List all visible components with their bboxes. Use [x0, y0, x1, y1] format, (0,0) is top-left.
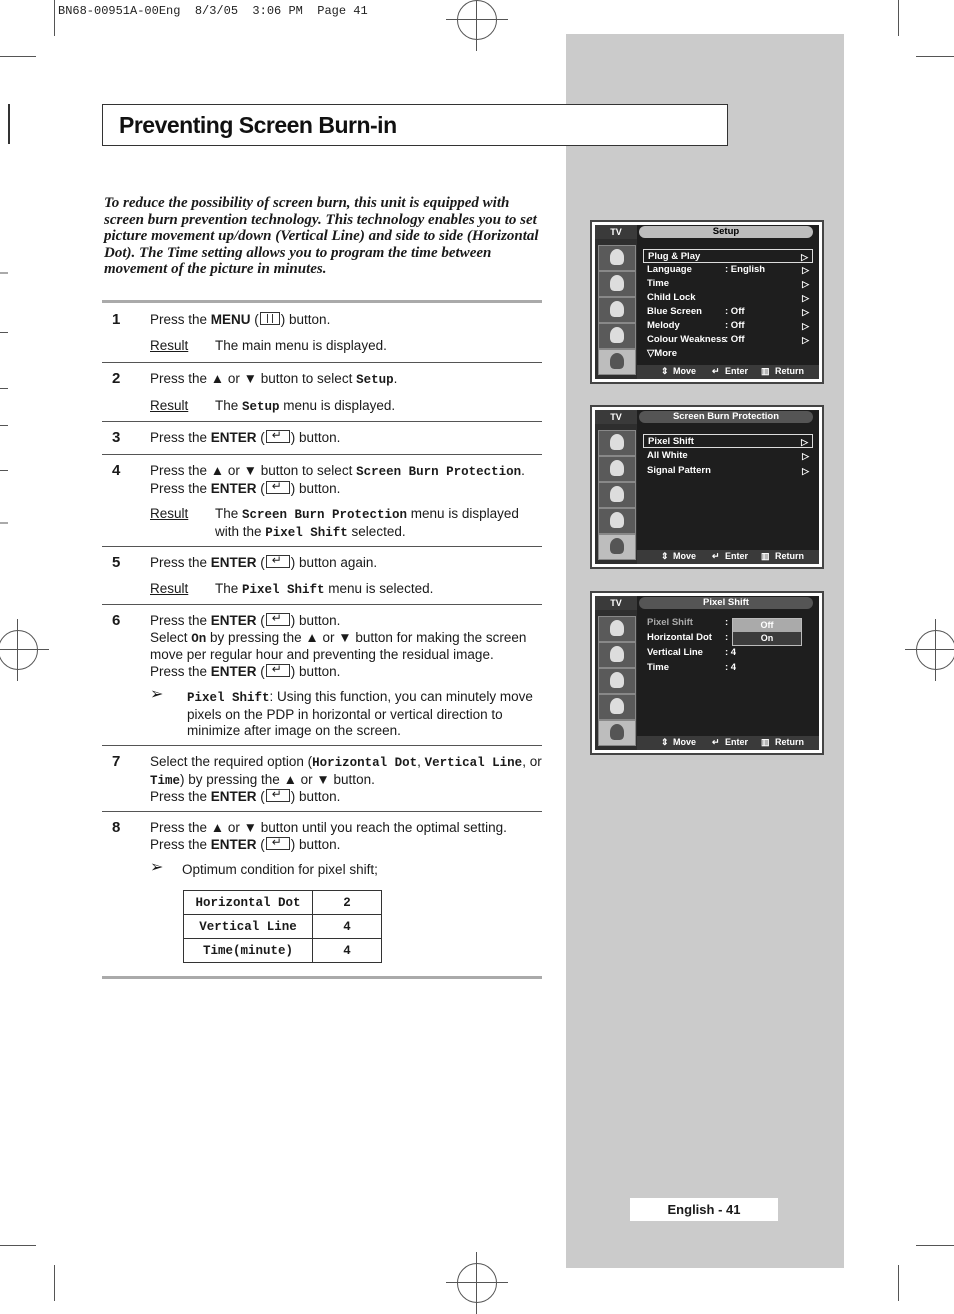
page-title: Preventing Screen Burn-in [119, 112, 397, 138]
osd-menu-list [643, 434, 813, 478]
side-tick [0, 332, 8, 333]
osd-setup-menu [590, 220, 824, 384]
divider [102, 421, 542, 422]
step-text: Press the [150, 312, 211, 327]
menu-name: Setup [242, 399, 280, 414]
step-text: Press the [150, 430, 211, 445]
triangle-right-icon: ▷ [802, 321, 809, 331]
registration-mark [916, 630, 954, 670]
key-name: ENTER [210, 789, 257, 804]
enter-button-icon [266, 837, 290, 850]
step-number: 7 [112, 753, 121, 770]
return-icon: ▥ [761, 737, 770, 747]
enter-icon: ↵ [712, 366, 720, 376]
enter-button-icon [266, 481, 290, 494]
table-row [184, 915, 382, 939]
picture-icon [598, 642, 636, 668]
step-text: ) by pressing the ▲ or ▼ button. [180, 771, 375, 787]
osd-tv-label: TV [595, 410, 637, 424]
osd-nav-bar [637, 365, 819, 379]
result-label: Result [150, 506, 189, 521]
optimum-settings-table [183, 890, 382, 963]
menu-item[interactable]: Time ▷ [647, 278, 809, 289]
step-text: Press the ▲ or ▼ button to select [150, 463, 357, 478]
step-text: Press the [150, 480, 211, 496]
osd-icon-column [595, 424, 637, 564]
triangle-right-icon: ▷ [802, 466, 809, 476]
step-text: Press the [150, 663, 211, 679]
menu-item[interactable]: Time : 4 [647, 662, 737, 673]
step-number: 1 [112, 311, 121, 328]
crop-mark [0, 1245, 36, 1246]
result-text: menu is displayed. [279, 397, 396, 413]
enter-icon: ↵ [712, 551, 720, 561]
osd-nav-bar [637, 736, 819, 750]
key-name: ENTER [210, 430, 257, 445]
side-tick [0, 522, 8, 524]
step-text: button. [295, 663, 341, 679]
registration-mark [457, 1263, 497, 1303]
step-number: 5 [112, 554, 121, 571]
key-name: ENTER [210, 836, 257, 852]
nav-return: Return [775, 737, 804, 747]
divider-top [102, 300, 542, 303]
triangle-right-icon: ▷ [802, 265, 809, 275]
menu-item[interactable]: Language : English ▷ [647, 264, 809, 275]
triangle-right-icon: ▷ [802, 293, 809, 303]
step-text: . [521, 463, 525, 478]
side-tick [0, 425, 8, 426]
triangle-right-icon: ▷ [802, 307, 809, 317]
nav-move: Move [673, 737, 697, 747]
sound-icon [598, 668, 636, 694]
on-off-dropdown[interactable] [732, 618, 802, 646]
step-text: Press the ▲ or ▼ button until you reach the optimal setting. [150, 820, 507, 835]
osd-title: Pixel Shift [639, 597, 813, 609]
result-text: The [215, 580, 243, 596]
title-side-bar [0, 104, 10, 144]
sound-icon [598, 482, 636, 508]
input-icon [598, 245, 636, 271]
key-name: ENTER [210, 555, 257, 570]
step-text: by pressing the ▲ or ▼ button for making the screen move per regular hour and preventing the residual image. [150, 629, 527, 662]
result-text: The [215, 397, 243, 413]
move-icon: ⇕ [661, 366, 669, 376]
table-cell: 4 [313, 939, 382, 963]
menu-item[interactable]: Horizontal Dot : [647, 632, 729, 643]
note-arrow-icon: ➢ [150, 686, 164, 703]
result-text: menu is selected. [324, 580, 434, 596]
menu-name: Screen Burn Protection [356, 465, 522, 479]
picture-icon [598, 456, 636, 482]
osd-pixel-shift-menu [590, 591, 824, 755]
menu-item[interactable]: All White ▷ [647, 450, 809, 461]
channel-icon [598, 323, 636, 349]
divider [102, 362, 542, 363]
result-label: Result [150, 397, 189, 413]
osd-tv-label: TV [595, 225, 637, 239]
step-text: button. [295, 836, 341, 852]
step-text: , [417, 754, 425, 769]
side-tick [0, 272, 8, 274]
osd-icon-column [595, 610, 637, 750]
step-number: 4 [112, 462, 121, 479]
nav-enter: Enter [725, 737, 749, 747]
step-text: Press the ▲ or ▼ button to select [150, 371, 357, 386]
key-name: ENTER [210, 613, 257, 628]
step-text: Press the [150, 836, 211, 852]
divider-bottom [102, 976, 542, 979]
registration-mark [0, 630, 38, 670]
enter-button-icon [266, 430, 290, 443]
triangle-right-icon: ▷ [801, 437, 808, 447]
osd-nav-bar [637, 550, 819, 564]
osd-title: Setup [639, 226, 813, 238]
step-text: button again. [295, 555, 378, 570]
note-text: Optimum condition for pixel shift; [182, 862, 378, 877]
triangle-right-icon: ▷ [802, 451, 809, 461]
option-name: On [191, 631, 207, 646]
menu-item[interactable]: Vertical Line : 4 [647, 647, 737, 658]
table-cell: Vertical Line [184, 915, 313, 939]
step-text: . [393, 371, 398, 386]
menu-item[interactable]: Blue Screen : Off ▷ [647, 306, 809, 317]
option-name: Horizontal Dot [312, 756, 418, 770]
menu-name: Screen Burn Protection [242, 508, 408, 522]
table-row [184, 891, 382, 915]
step-text: button. [295, 430, 341, 445]
setup-icon [598, 720, 636, 746]
table-row [184, 939, 382, 963]
setup-icon [598, 534, 636, 560]
step-text: button. [295, 789, 341, 804]
triangle-right-icon: ▷ [801, 252, 808, 262]
osd-tv-label: TV [595, 596, 637, 610]
triangle-right-icon: ▷ [802, 335, 809, 345]
osd-icon-column [595, 239, 637, 379]
enter-button-icon [266, 789, 290, 802]
table-cell: 2 [313, 891, 382, 915]
result-text: The main menu is displayed. [215, 337, 387, 353]
crop-mark [54, 1265, 55, 1301]
menu-item[interactable]: Colour Weakness : Off ▷ [647, 334, 809, 345]
divider [102, 604, 542, 605]
menu-item[interactable]: Pixel Shift ▷ [643, 434, 813, 448]
step-number: 8 [112, 819, 121, 836]
crop-mark [916, 56, 954, 57]
nav-return: Return [775, 366, 804, 376]
divider [102, 745, 542, 746]
menu-item[interactable]: Melody : Off ▷ [647, 320, 809, 331]
nav-enter: Enter [725, 366, 749, 376]
sound-icon [598, 297, 636, 323]
title-box [102, 104, 728, 146]
crop-mark [898, 1265, 899, 1301]
note-arrow-icon: ➢ [150, 859, 164, 876]
table-cell: 4 [313, 915, 382, 939]
crop-mark [898, 0, 899, 36]
table-cell: Time(minute) [184, 939, 313, 963]
move-icon: ⇕ [661, 551, 669, 561]
triangle-right-icon: ▷ [802, 279, 809, 289]
side-tick [0, 470, 8, 471]
key-name: MENU [210, 312, 251, 327]
menu-name: Setup [356, 373, 394, 387]
menu-item[interactable]: Pixel Shift : [647, 617, 729, 628]
page-number: English - 41 [630, 1198, 778, 1221]
registration-mark [457, 0, 497, 40]
side-tick [0, 388, 8, 389]
input-icon [598, 616, 636, 642]
result-text: menu is displayed with the [215, 506, 519, 539]
menu-name: Pixel Shift [187, 691, 270, 705]
step-text: button. [295, 613, 341, 628]
option-name: Time [150, 773, 181, 788]
intro-paragraph: To reduce the possibility of screen burn, this unit is equipped with screen burn prevention technology. This technology enables you to set picture movement up/down (Vertical Line) and side to side (Horizontal Dot). The Time setting allows you to program the time between movement of the picture in minutes. [104, 195, 539, 277]
dropdown-option[interactable]: Off [733, 619, 801, 632]
result-text: selected. [347, 523, 406, 539]
nav-move: Move [673, 366, 697, 376]
print-header: BN68-00951A-00Eng 8/3/05 3:06 PM Page 41 [58, 4, 368, 18]
result-text: The [215, 506, 243, 521]
nav-move: Move [673, 551, 697, 561]
enter-button-icon [266, 613, 290, 626]
menu-item[interactable]: Signal Pattern ▷ [647, 465, 809, 476]
divider [102, 546, 542, 547]
crop-mark [916, 1245, 954, 1246]
menu-button-icon [260, 312, 280, 325]
channel-icon [598, 508, 636, 534]
step-text: button. [285, 312, 331, 327]
step-text: , or [522, 754, 542, 769]
step-text: Press the [150, 555, 211, 570]
move-icon: ⇕ [661, 737, 669, 747]
note-text: : Using this function, you can minutely move pixels on the PDP in horizontal or vertical direction to minimize after image on the screen. [187, 689, 533, 738]
step-text: Select the required option ( [150, 754, 313, 769]
osd-screen-burn-menu [590, 405, 824, 569]
menu-item[interactable]: Plug & Play ▷ [643, 249, 813, 263]
crop-mark [54, 0, 55, 36]
return-icon: ▥ [761, 366, 770, 376]
step-text: Press the [150, 789, 211, 804]
nav-return: Return [775, 551, 804, 561]
divider [102, 454, 542, 455]
menu-item[interactable]: Child Lock ▷ [647, 292, 809, 303]
step-text: Press the [150, 613, 211, 628]
step-text: button. [295, 480, 341, 496]
step-text: Select [150, 629, 192, 645]
table-cell: Horizontal Dot [184, 891, 313, 915]
key-name: ENTER [210, 480, 257, 496]
enter-button-icon [266, 555, 290, 568]
key-name: ENTER [210, 663, 257, 679]
crop-mark [0, 56, 36, 57]
input-icon [598, 430, 636, 456]
menu-name: Pixel Shift [242, 582, 325, 597]
setup-icon [598, 349, 636, 375]
nav-enter: Enter [725, 551, 749, 561]
dropdown-option[interactable]: On [760, 633, 774, 643]
result-label: Result [150, 337, 189, 353]
step-number: 3 [112, 429, 121, 446]
return-icon: ▥ [761, 551, 770, 561]
enter-button-icon [266, 664, 290, 677]
menu-name: Pixel Shift [265, 525, 348, 540]
option-name: Vertical Line [424, 756, 523, 770]
channel-icon [598, 694, 636, 720]
picture-icon [598, 271, 636, 297]
step-number: 6 [112, 612, 121, 629]
step-number: 2 [112, 370, 121, 387]
enter-icon: ↵ [712, 737, 720, 747]
divider [102, 811, 542, 812]
osd-title: Screen Burn Protection [639, 411, 813, 423]
more-item[interactable]: ▽More [647, 348, 678, 359]
result-label: Result [150, 580, 189, 596]
osd-menu-list [643, 249, 813, 361]
